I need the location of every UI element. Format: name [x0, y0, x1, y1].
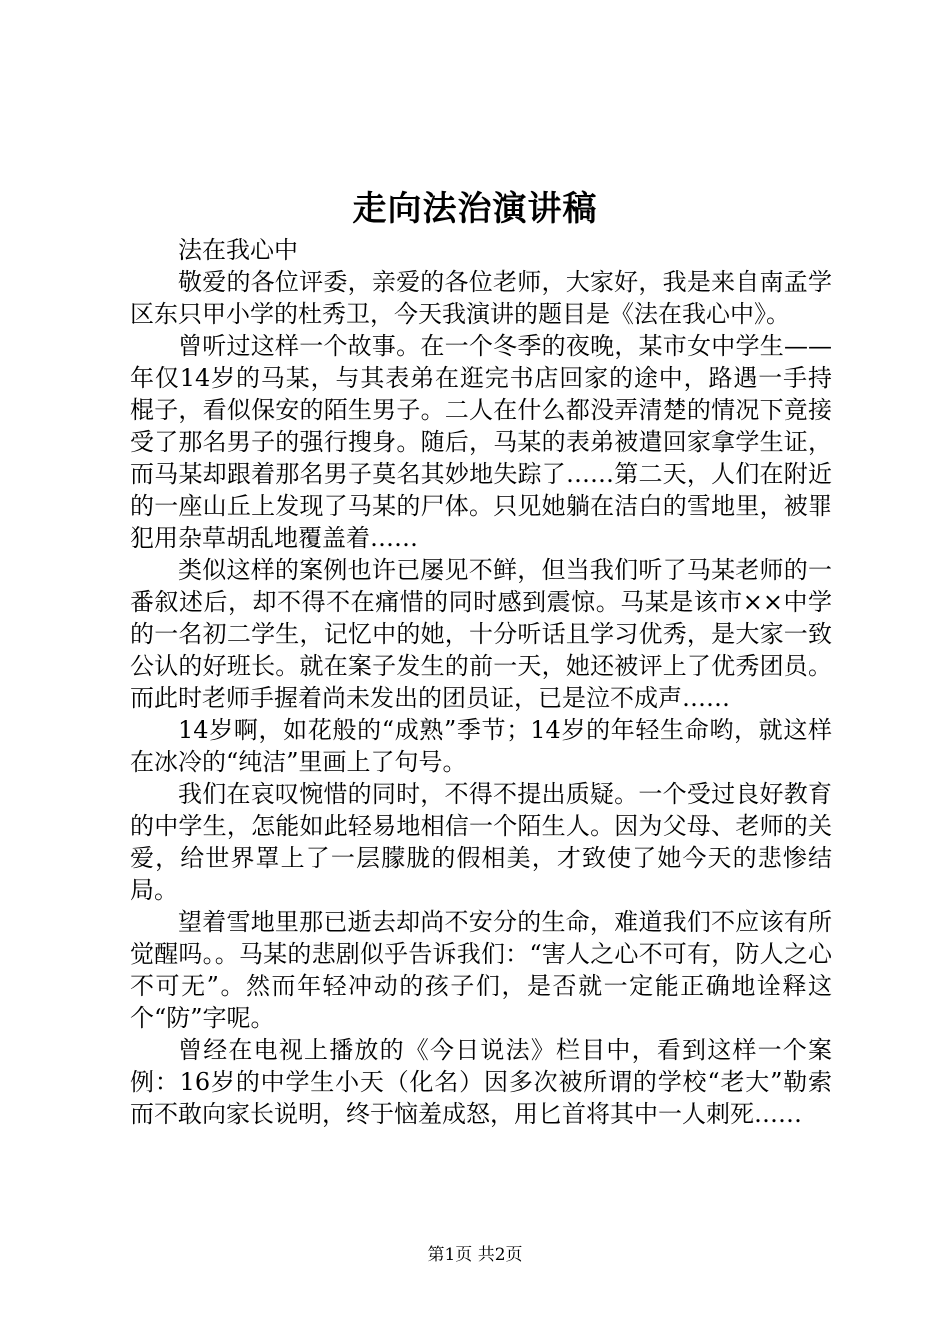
document-body — [130, 234, 832, 1130]
paragraph: 14岁啊，如花般的“成熟”季节；14岁的年轻生命哟，就这样在冰冷的“纯洁”里画上了句号。 — [130, 716, 832, 776]
paragraph: 望着雪地里那已逝去却尚不安分的生命，难道我们不应该有所觉醒吗。。马某的悲剧似乎告诉我们：“害人之心不可有，防人之心不可无”。然而年轻冲动的孩子们，是否就一定能正确地诠释这个“防”字呢。 — [130, 908, 832, 1032]
page-number-footer: 第1页 共2页 — [427, 1245, 523, 1265]
paragraph: 曾经在电视上播放的《今日说法》栏目中，看到这样一个案例：16岁的中学生小天（化名）因多次被所谓的学校“老大”勒索而不敢向家长说明，终于恼羞成怒，用匕首将其中一人刺死…… — [130, 1036, 832, 1128]
paragraph-heading: 法在我心中 — [178, 236, 298, 264]
document-title: 走向法治演讲稿 — [352, 189, 598, 229]
paragraph: 类似这样的案例也许已屡见不鲜，但当我们听了马某老师的一番叙述后，却不得不在痛惜的同时感到震惊。马某是该市××中学的一名初二学生，记忆中的她，十分听话且学习优秀，是大家一致公认的好班长。就在案子发生的前一天，她还被评上了优秀团员。而此时老师手握着尚未发出的团员证，已是泣不成声…… — [130, 556, 832, 712]
paragraph: 曾听过这样一个故事。在一个冬季的夜晚，某市女中学生——年仅14岁的马某，与其表弟在逛完书店回家的途中，路遇一手持棍子，看似保安的陌生男子。二人在什么都没弄清楚的情况下竟接受了那名男子的强行搜身。随后，马某的表弟被遣回家拿学生证，而马某却跟着那名男子莫名其妙地失踪了……第二天，人们在附近的一座山丘上发现了马某的尸体。只见她躺在洁白的雪地里，被罪犯用杂草胡乱地覆盖着…… — [130, 332, 832, 552]
paragraph: 敬爱的各位评委，亲爱的各位老师，大家好，我是来自南孟学区东只甲小学的杜秀卫，今天我演讲的题目是《法在我心中》。 — [130, 268, 832, 328]
paragraph: 我们在哀叹惋惜的同时，不得不提出质疑。一个受过良好教育的中学生，怎能如此轻易地相信一个陌生人。因为父母、老师的关爱，给世界罩上了一层朦胧的假相美，才致使了她今天的悲惨结局。 — [130, 780, 832, 904]
